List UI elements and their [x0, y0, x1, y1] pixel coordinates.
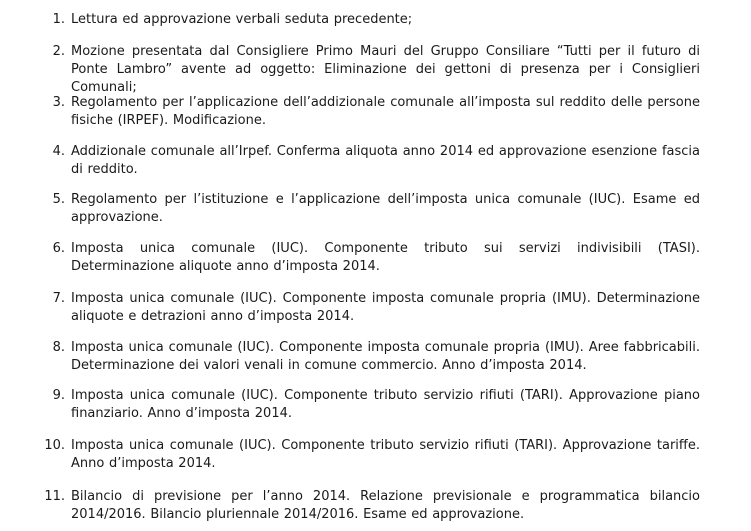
item-number: 10. [44, 438, 65, 453]
item-text: Addizionale comunale all’Irpef. Conferma aliquota anno 2014 ed approvazione esenzione fascia di reddito. [71, 144, 700, 177]
item-number: 7. [52, 291, 65, 306]
item-text: Mozione presentata dal Consigliere Primo Mauri del Gruppo Consiliare “Tutti per il futuro di Ponte Lambro” avente ad oggetto: Eliminazione dei gettoni di presenza per i Consiglieri Comunali; [71, 44, 700, 95]
item-text: Bilancio di previsione per l’anno 2014. Relazione previsionale e programmatica bilancio 2014/2016. Bilancio pluriennale 2014/2016. Esame ed approvazione. [71, 489, 700, 522]
item-number: 2. [52, 44, 65, 59]
item-text: Imposta unica comunale (IUC). Componente imposta comunale propria (IMU). Determinazione aliquote e detrazioni anno d’imposta 2014. [71, 291, 700, 324]
item-number: 11. [44, 489, 65, 504]
item-number: 5. [52, 192, 65, 207]
item-text: Imposta unica comunale (IUC). Componente tributo sui servizi indivisibili (TASI). Determinazione aliquote anno d’imposta 2014. [71, 241, 700, 274]
item-number: 4. [52, 144, 65, 159]
item-number: 9. [52, 388, 65, 403]
item-number: 8. [52, 340, 65, 355]
item-text: Imposta unica comunale (IUC). Componente imposta comunale propria (IMU). Aree fabbricabili. Determinazione dei valori venali in comune commercio. Anno d’imposta 2014. [71, 340, 700, 373]
item-text: Imposta unica comunale (IUC). Componente tributo servizio rifiuti (TARI). Approvazione tariffe. Anno d’imposta 2014. [71, 438, 700, 471]
item-text: Imposta unica comunale (IUC). Componente tributo servizio rifiuti (TARI). Approvazione piano finanziario. Anno d’imposta 2014. [71, 388, 700, 421]
item-number: 3. [52, 95, 65, 110]
item-text: Regolamento per l’istituzione e l’applicazione dell’imposta unica comunale (IUC). Esame ed approvazione. [71, 192, 700, 225]
item-number: 1. [52, 12, 65, 27]
item-text: Lettura ed approvazione verbali seduta precedente; [71, 12, 413, 27]
item-text: Regolamento per l’applicazione dell’addizionale comunale all’imposta sul reddito delle persone fisiche (IRPEF). Modificazione. [71, 95, 700, 128]
item-number: 6. [52, 241, 65, 256]
